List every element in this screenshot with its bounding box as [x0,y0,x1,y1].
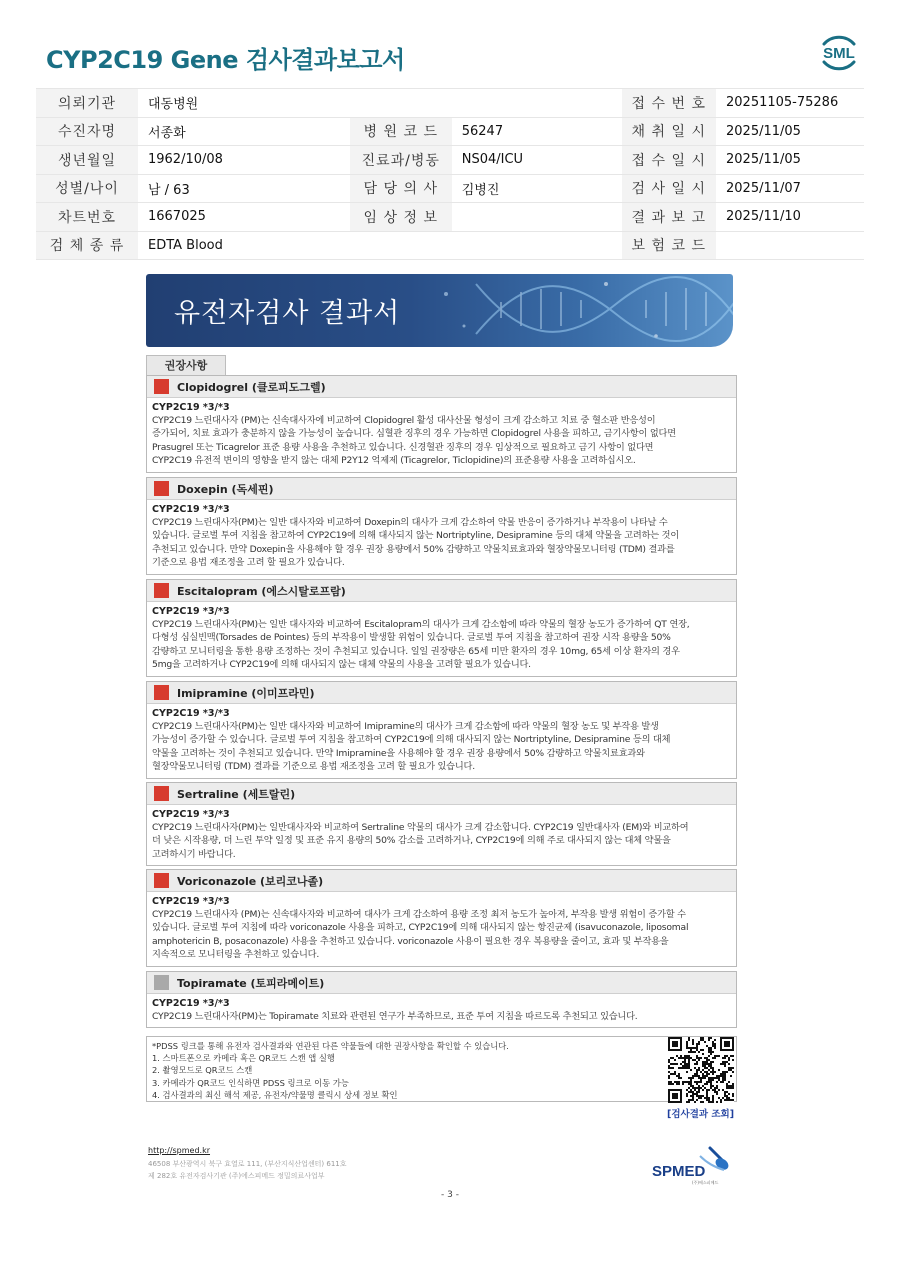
info-label: 채 취 일 시 [622,117,716,146]
drug-description-line: 지속적으로 모니터링을 추천하고 있습니다. [152,949,320,961]
drug-body [147,500,736,574]
report-title: CYP2C19 Gene 검사결과보고서 [46,46,405,74]
genotype: CYP2C19 *3/*3 [152,998,230,1009]
genotype: CYP2C19 *3/*3 [152,606,230,617]
drug-body [147,704,736,778]
status-flag-icon [154,786,169,801]
recommendations-tab: 권장사항 [146,355,226,376]
info-label: 보 험 코 드 [622,231,716,260]
drug-description-line: 추천되고 있습니다. 만약 Doxepin을 사용해야 할 경우 권장 용량에서 50% 감량하고 약물치료효과와 혈장약물모니터링 (TDM) 결과를 [152,543,675,555]
status-flag-icon [154,873,169,888]
drug-card [146,971,737,1028]
pdss-info-box [146,1036,737,1102]
drug-card [146,782,737,866]
footer-address [148,1158,347,1182]
drug-name: Escitalopram (에스시탈로프람) [177,585,346,598]
drug-body [147,398,736,472]
qr-result-link[interactable]: [검사결과 조회] [667,1109,735,1120]
drug-description-line: 5mg을 고려하거나 CYP2C19에 의해 대사되지 않는 대체 약물의 사용을 고려할 필요가 있습니다. [152,659,531,671]
drug-description-line: 있습니다. 글로벌 투여 지침을 참고하여 CYP2C19에 의해 대사되지 않는 Nortriptyline, Desipramine 등의 대체 약물을 고려하는 것이 [152,530,679,542]
drug-header [147,580,736,602]
genotype: CYP2C19 *3/*3 [152,809,230,820]
genotype: CYP2C19 *3/*3 [152,896,230,907]
info-value: 서종화 [138,117,350,146]
info-value: 대동병원 [138,89,350,118]
info-value [452,203,622,232]
info-label: 의뢰기관 [36,89,138,118]
sml-logo [816,30,862,76]
sml-logo-text: SML [823,45,855,62]
info-row [36,203,864,232]
genotype: CYP2C19 *3/*3 [152,402,230,413]
drug-description-line: CYP2C19 느린대사자(PM)는 일반 대사자와 비교하여 Doxepin의 대사가 크게 감소하여 약물 반응이 증가하거나 부작용이 나타날 수 [152,517,668,528]
status-flag-icon [154,685,169,700]
drug-description-line: 고려하시기 바랍니다. [152,848,236,860]
info-value: NS04/ICU [452,146,622,175]
drug-description-line: amphotericin B, posaconazole) 사용을 추천하고 있습니다. voriconazole 사용이 필요한 경우 복용량을 줄이고, 효과 및 부작용을 [152,935,669,947]
genotype: CYP2C19 *3/*3 [152,504,230,515]
drug-body [147,892,736,966]
info-value: 56247 [452,117,622,146]
drug-card [146,375,737,473]
drug-name: Sertraline (세트랄린) [177,788,296,801]
info-label: 성별/나이 [36,174,138,203]
info-value: 남 / 63 [138,174,350,203]
drug-name: Clopidogrel (클로피도그렐) [177,381,326,394]
info-label: 임 상 정 보 [350,203,452,232]
drug-name: Voriconazole (보리코나졸) [177,875,324,888]
info-label: 검 체 종 류 [36,231,138,260]
drug-description-line: CYP2C19 느린대사자(PM)는 Topiramate 치료와 관련된 연구가 부족하므로, 표준 투여 지침을 따르도록 추천되고 있습니다. [152,1011,638,1022]
drug-card [146,579,737,677]
info-value: 1667025 [138,203,350,232]
spmed-logo-subtext: (주)에스피메드 [692,1180,719,1185]
footer-address-line: 46508 부산광역시 북구 효열로 111, (부산지식산업센터) 611호 [148,1160,347,1168]
pdss-line: 2. 촬영모드로 QR코드 스캔 [152,1065,253,1076]
info-label: 생년월일 [36,146,138,175]
drug-description-line: 더 낮은 시작용량, 더 느린 투약 일정 및 표준 유지 용량의 50% 감소를 고려하거나, CYP2C19에 의해 주로 대사되지 않는 대체 약물을 [152,835,671,847]
drug-header [147,376,736,398]
genotype: CYP2C19 *3/*3 [152,708,230,719]
info-value [716,231,864,260]
footer-url[interactable]: http://spmed.kr [148,1146,211,1155]
info-label: 수진자명 [36,117,138,146]
info-value: 1962/10/08 [138,146,350,175]
drug-description-line: 혈장약물모니터링 (TDM) 결과를 기준으로 용법 재조정을 고려 할 필요가 있습니다. [152,761,475,773]
drug-description-line: 증가되어, 치료 효과가 충분하지 않을 가능성이 높습니다. 심혈관 징후의 경우 가능하면 Clopidogrel 사용을 피하고, 금기사항이 없다면 [152,428,676,440]
info-value: 2025/11/05 [716,146,864,175]
info-row [36,117,864,146]
drug-body [147,602,736,676]
pdss-line: *PDSS 링크를 통해 유전자 검사결과와 연관된 다른 약물들에 대한 권장사항을 확인할 수 있습니다. [152,1041,509,1051]
qr-code[interactable] [668,1037,734,1103]
info-label: 병 원 코 드 [350,117,452,146]
drug-header [147,478,736,500]
info-value: 2025/11/10 [716,203,864,232]
footer-address-line: 제 282호 유전자검사기관 (주)에스피메드 정밀의료사업부 [148,1172,325,1180]
info-value: 20251105-75286 [716,89,864,118]
info-value [452,231,622,260]
drug-header [147,682,736,704]
drug-body [147,805,736,865]
info-value [452,89,622,118]
info-value: 2025/11/05 [716,117,864,146]
status-flag-icon [154,481,169,496]
drug-description-line: CYP2C19 느린대사자(PM)는 일반 대사자와 비교하여 Imipramine의 대사가 크게 감소함에 따라 약물의 혈장 농도 및 부작용 발생 [152,721,659,732]
info-label: 진료과/병동 [350,146,452,175]
report-banner [146,274,733,347]
info-label [350,231,452,260]
spmed-logo-text: SPMED [652,1163,706,1180]
drug-card [146,681,737,779]
pdss-line: 3. 카메라가 QR코드 인식하면 PDSS 링크로 이동 가능 [152,1077,349,1088]
patient-info-table [36,88,864,260]
drug-card [146,477,737,575]
page-number: - 3 - [441,1190,459,1200]
spmed-logo [650,1144,732,1186]
drug-description-line: Prasugrel 또는 Ticagrelor 표준 용량 사용을 추천하고 있습니다. 신경혈관 징후의 경우 임상적으로 필요하고 금기 사항이 없다면 [152,441,654,453]
drug-header [147,972,736,994]
drug-description-line: CYP2C19 유전적 변이의 영향을 받지 않는 대체 P2Y12 억제제 (Ticagrelor, Ticlopidine)의 표준용량 사용을 고려하십시오. [152,455,636,467]
info-label: 차트번호 [36,203,138,232]
info-value: 2025/11/07 [716,174,864,203]
drug-description-line: 약물을 고려하는 것이 추천되고 있습니다. 만약 Imipramine을 사용해야 할 경우 권장 용량에서 50% 감량하고 약물치료효과와 [152,747,645,759]
drug-header [147,870,736,892]
info-value: 김병진 [452,174,622,203]
info-row [36,231,864,260]
drug-description-line: 감량하고 모니터링을 통한 용량 조정하는 것이 추천되고 있습니다. 일일 권장량은 65세 미만 환자의 경우 10mg, 65세 이상 환자의 경우 [152,645,680,657]
info-label: 접 수 일 시 [622,146,716,175]
drug-description-line: 있습니다. 글로벌 투여 지침에 따라 voriconazole 사용을 피하고, CYP2C19에 의해 대사되지 않는 항진균제 (isavuconazole, liposomal [152,922,689,934]
info-row [36,146,864,175]
status-flag-icon [154,379,169,394]
status-flag-icon [154,583,169,598]
drug-description-line: CYP2C19 느린대사자 (PM)는 신속대사자와 비교하여 대사가 크게 감소하여 용량 조정 최저 농도가 높아져, 부작용 발생 위험이 증가할 수 [152,909,686,920]
drug-name: Imipramine (이미프라민) [177,687,315,700]
drug-description-line: 기준으로 용법 재조정을 고려 할 필요가 있습니다. [152,557,345,569]
info-label: 담 당 의 사 [350,174,452,203]
pdss-line: 1. 스마트폰으로 카메라 혹은 QR코드 스캔 앱 실행 [152,1053,335,1064]
pdss-line: 4. 검사결과의 최신 해석 제공, 유전자/약물명 클릭시 상세 정보 확인 [152,1089,398,1100]
info-label: 결 과 보 고 [622,203,716,232]
info-row [36,174,864,203]
drug-description-line: CYP2C19 느린대사자(PM)는 일반 대사자와 비교하여 Escitalopram의 대사가 크게 감소함에 따라 약물의 혈장 농도가 증가하여 QT 연장, [152,619,690,630]
drug-header [147,783,736,805]
drug-card [146,869,737,967]
info-row [36,89,864,118]
info-label: 검 사 일 시 [622,174,716,203]
info-label: 접 수 번 호 [622,89,716,118]
status-flag-icon [154,975,169,990]
drug-description-line: CYP2C19 느린대사자 (PM)는 신속대사자에 비교하여 Clopidogrel 활성 대사산물 형성이 크게 감소하고 치료 중 혈소판 반응성이 [152,415,656,426]
drug-description-line: 가능성이 증가할 수 있습니다. 글로벌 투여 지침을 참고하여 CYP2C19에 의해 대사되지 않는 Nortriptyline, Desipramine 등의 대체 [152,734,671,746]
drug-body [147,994,736,1027]
drug-description-line: 다형성 심실빈맥(Torsades de Pointes) 등의 부작용이 발생할 위험이 있습니다. 글로벌 투여 지침을 참고하여 권장 시작 용량을 50% [152,632,671,644]
drug-name: Topiramate (토피라메이트) [177,977,325,990]
banner-title: 유전자검사 결과서 [174,298,401,329]
drug-name: Doxepin (독세핀) [177,483,274,496]
drug-description-line: CYP2C19 느린대사자(PM)는 일반대사자와 비교하여 Sertraline 약물의 대사가 크게 감소합니다. CYP2C19 일반대사자 (EM)와 비교하여 [152,822,689,833]
info-value: EDTA Blood [138,231,350,260]
info-label [350,89,452,118]
